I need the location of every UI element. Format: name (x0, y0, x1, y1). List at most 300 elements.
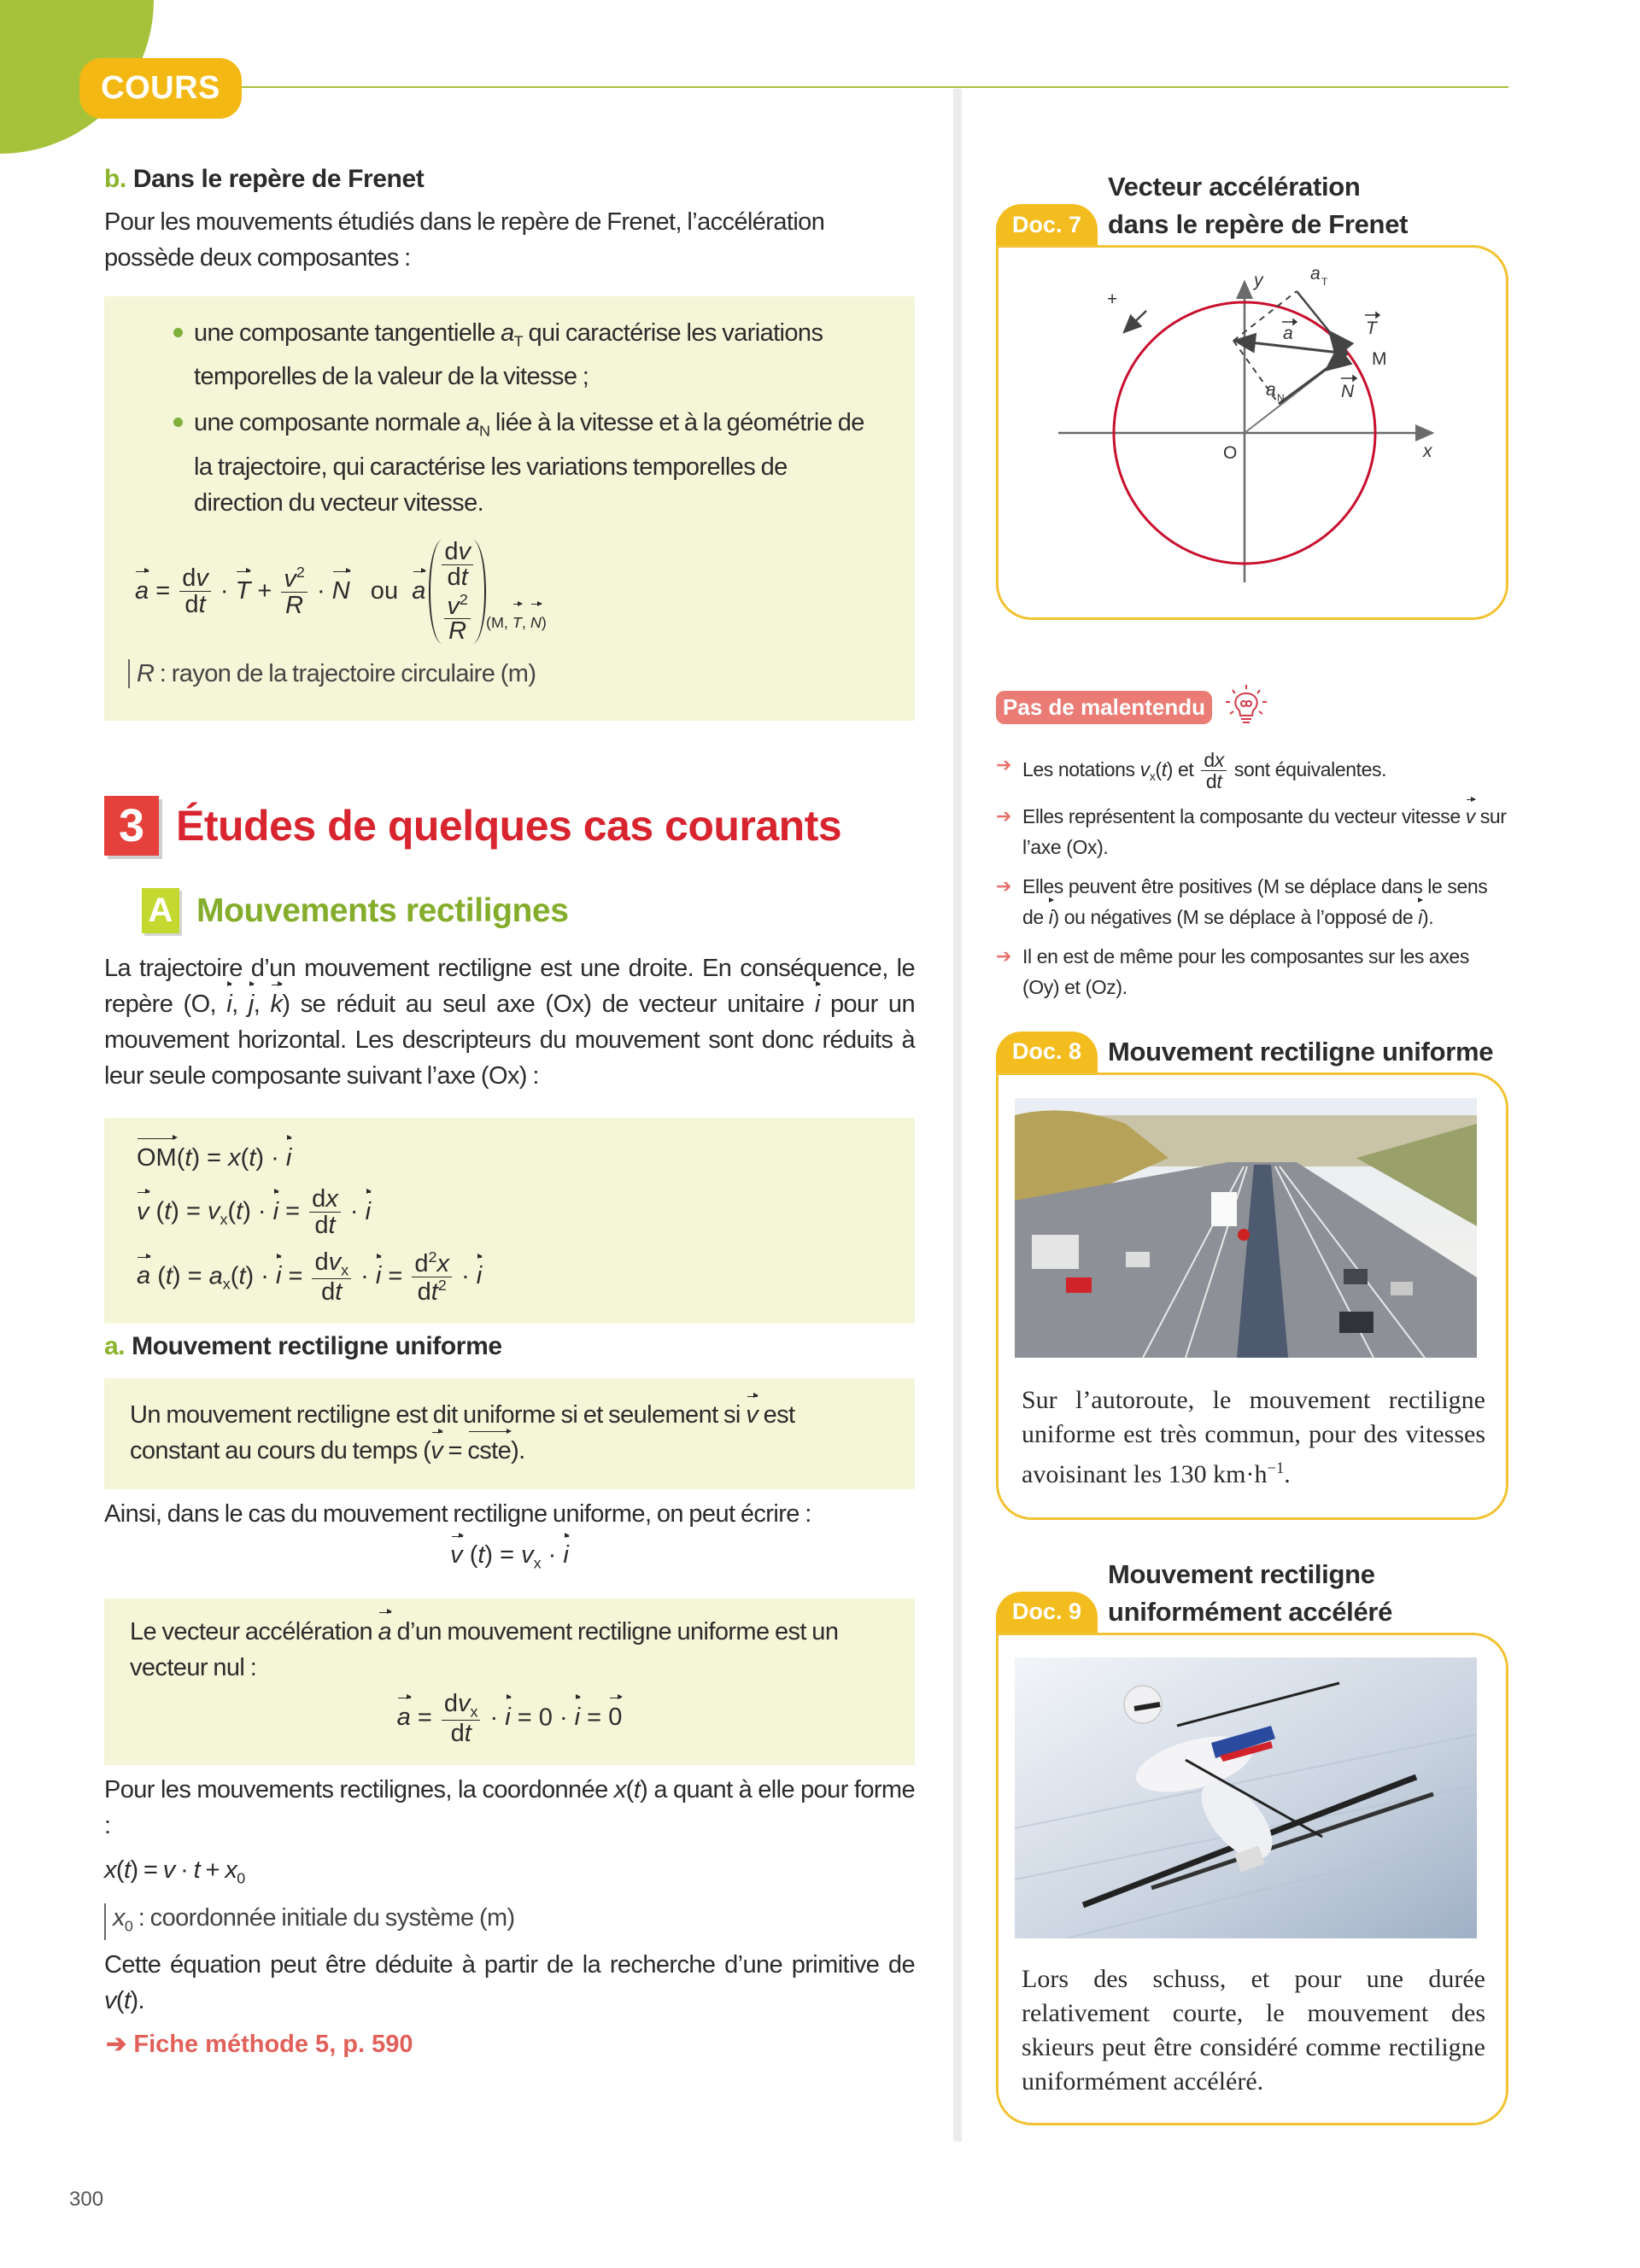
math-vector: OM (137, 1140, 177, 1176)
math-vector: i (276, 1258, 281, 1294)
text-run: · (309, 576, 332, 605)
math-vector: i (1049, 902, 1053, 932)
text-run: x (220, 1210, 228, 1228)
text-run: ( (115, 1986, 124, 2014)
text-run: x (533, 1554, 542, 1572)
math-vector: i (286, 1140, 291, 1176)
text-run: + (250, 576, 279, 605)
bullet-item (173, 405, 881, 520)
text-run: ) et (1166, 757, 1199, 780)
pas-de-malentendu-header (996, 683, 1508, 731)
fraction-denominator (448, 1721, 474, 1746)
subheading-letter: a. (104, 1332, 126, 1361)
text-run: ) = (484, 1541, 522, 1569)
fraction-denominator (1204, 771, 1224, 792)
text-run: = (149, 576, 178, 605)
math-variable: v (521, 1541, 534, 1569)
text-run: = (580, 1704, 609, 1732)
doc7-title (1108, 168, 1408, 245)
y-label: y (1254, 271, 1263, 290)
math-variable: x (613, 1776, 626, 1804)
text-run: ) se réduit au seul axe (Ox) de vecteur unitaire (282, 991, 815, 1018)
text-run: Un mouvement rectiligne est dit uniforme si et seulement si (130, 1401, 747, 1429)
definition-box (104, 1378, 915, 1489)
page-number: 300 (69, 2188, 104, 2211)
doc9-title-line: Mouvement rectiligne (1108, 1558, 1375, 1589)
math-vector: i (376, 1258, 381, 1294)
math-vector: N (332, 573, 350, 609)
text-run: d (184, 591, 199, 619)
fraction-numerator (442, 1691, 481, 1721)
text-run: ). (130, 1986, 144, 2014)
doc9-tab: Doc. 9 (996, 1592, 1098, 1633)
text-run: 2 (428, 1248, 437, 1266)
text-run: = (381, 1262, 410, 1290)
acceleration-box (104, 1599, 915, 1766)
text-run: ) = (130, 1856, 163, 1885)
math-vector: i (575, 1699, 580, 1735)
fraction-denominator (182, 592, 208, 617)
math-variable: t (1216, 770, 1222, 793)
section-number: 3 (104, 796, 159, 856)
math-variable: t (184, 1144, 192, 1172)
text-run: . (1284, 1459, 1291, 1488)
acceleration-text (130, 1614, 889, 1686)
text-run: d (447, 563, 461, 591)
descriptors-box (104, 1118, 915, 1324)
math-vector: j (249, 986, 254, 1022)
doc9-title-line: uniformément accéléré (1108, 1596, 1393, 1627)
method-sheet-link[interactable] (106, 2029, 915, 2059)
math-superscript (429, 1248, 437, 1266)
fraction-numerator (312, 1249, 351, 1279)
text-run: + (200, 1856, 226, 1885)
math-fraction (412, 1249, 452, 1305)
subsection-letter: A (142, 888, 179, 933)
malentendu-text (1022, 945, 1474, 998)
math-variable: x (225, 1856, 237, 1885)
text-run: (M, (485, 613, 512, 631)
text-run: ( (1155, 757, 1162, 780)
column-vector-entry (442, 592, 473, 645)
math-vector: v (430, 1433, 442, 1469)
math-fraction (442, 1691, 481, 1747)
t-vector-label: T (1366, 319, 1377, 338)
doc9-title (1108, 1556, 1392, 1633)
text-run: d (1205, 770, 1217, 793)
text-run: ( (150, 1262, 166, 1290)
math-vector: i (226, 986, 231, 1022)
frenet-box (104, 296, 915, 721)
math-fraction (309, 1186, 341, 1239)
radius-note (128, 659, 536, 688)
text-run: ) a quant à elle pour forme : (104, 1776, 921, 1840)
text-run: ( (462, 1541, 478, 1569)
text-run: · (541, 1541, 564, 1569)
text-run: d (321, 1278, 336, 1306)
at-subscript: T (1321, 276, 1328, 288)
text-run: d (414, 1249, 429, 1277)
math-subscript (125, 1917, 132, 1934)
subsection-title: Mouvements rectilignes (196, 891, 569, 929)
text-run: 2 (459, 590, 468, 608)
math-superscript (460, 591, 468, 608)
math-variable: v (458, 1689, 471, 1717)
a-vector-label: a (1283, 324, 1293, 343)
text-run: ) = (191, 1144, 229, 1172)
normal-vector (1327, 354, 1347, 370)
text-run: = (442, 1437, 468, 1465)
frenet-intro: Pour les mouvements étudiés dans le repère de Frenet, l’accélération possède deux composantes : (104, 208, 825, 272)
math-variable: t (328, 1212, 336, 1240)
text-run: Pour les mouvements rectilignes, la coordonnée (104, 1776, 614, 1804)
text-run: x (222, 1275, 231, 1293)
arrow-right-icon: ➔ (106, 2030, 134, 2058)
math-variable: t (464, 1719, 472, 1747)
column-vector (429, 537, 486, 646)
frenet-diagram (999, 248, 1506, 617)
math-vector: cste (467, 1433, 511, 1469)
vector-arrow-mark (1376, 313, 1379, 318)
math-vector: 0 (608, 1699, 622, 1735)
text-run: , (521, 613, 530, 631)
text-run: ou (349, 576, 413, 605)
text-run: ( (176, 1144, 185, 1172)
malentendu-item (996, 801, 1512, 862)
header-rule (242, 86, 1508, 88)
math-variable: v (284, 564, 296, 593)
math-vector: i (505, 1699, 510, 1735)
vector-arrow-mark (1353, 376, 1356, 381)
primitive-text (104, 1947, 921, 2019)
x-label: x (1423, 441, 1432, 461)
math-subscript (237, 1870, 244, 1887)
math-vector: i (1418, 902, 1422, 932)
text-run: ) = (172, 1262, 209, 1290)
fraction-numerator (412, 1249, 452, 1277)
text-run: 2 (437, 1277, 447, 1295)
math-variable: v (328, 1248, 342, 1276)
math-variable: v (1139, 757, 1150, 780)
velocity-formula (104, 1537, 915, 1581)
an-label: a (1266, 380, 1276, 400)
text-run: d (314, 1248, 329, 1276)
math-subscript (341, 1261, 348, 1278)
text-run: = (281, 1262, 310, 1290)
coordinate-note-row (104, 1903, 915, 1940)
coordinate-text (104, 1772, 921, 1844)
text-run: Le vecteur accélération (130, 1617, 378, 1645)
malentendu-text (1022, 805, 1512, 858)
math-variable: v (162, 1856, 175, 1885)
math-variable: t (123, 1986, 131, 2014)
text-run: Elles représentent la composante du vecteur vitesse (1022, 804, 1466, 827)
subheading-frenet (104, 165, 915, 194)
rectilinear-intro (104, 950, 921, 1094)
text-run: Cette équation peut être déduite à partir de la recherche d’une primitive de (104, 1950, 921, 1979)
math-vector: a (135, 573, 149, 609)
n-vector-label: N (1341, 382, 1355, 401)
fraction-numerator (309, 1186, 341, 1213)
math-fraction (1201, 750, 1227, 792)
text-run: Il en est de même pour les composantes sur les axes (Oy) et (Oz). (1022, 944, 1474, 998)
text-run: ) = (171, 1197, 208, 1225)
text-run: ) · (255, 1144, 286, 1172)
math-variable: t (193, 1856, 201, 1885)
math-vector: T (236, 573, 251, 609)
text-run: d (1204, 749, 1215, 771)
fraction-denominator (319, 1279, 344, 1305)
math-vector: v (746, 1397, 758, 1433)
text-run: Sur l’autoroute, le mouvement rectiligne uniforme est très commun, pour des vitesses avoisinant les 130 km·h (1022, 1385, 1492, 1488)
text-run: d’un mouvement rectiligne uniforme est un vecteur nul : (130, 1617, 844, 1681)
malentendu-text (1022, 749, 1387, 793)
vector-arrow-mark (1293, 319, 1297, 324)
math-variable: v (104, 1986, 116, 2014)
math-variable: v (458, 537, 471, 565)
coordinate-formula (104, 1852, 915, 1896)
text-run: sur l’axe (Ox). (1022, 804, 1512, 858)
fraction-denominator (415, 1277, 449, 1305)
math-variable: R (448, 617, 467, 646)
doc7-header (996, 168, 1508, 245)
text-run: 2 (296, 564, 305, 582)
fraction-denominator (445, 565, 471, 590)
math-fraction (179, 565, 211, 618)
text-run: −1 (1267, 1458, 1285, 1477)
doc8-title: Mouvement rectiligne uniforme (1108, 1036, 1494, 1067)
text-run: ( (230, 1262, 239, 1290)
column-divider (953, 89, 962, 2142)
text-run: ( (240, 1144, 249, 1172)
bullet-item (173, 315, 881, 395)
fraction-numerator (442, 537, 473, 565)
text-run: = (278, 1197, 308, 1225)
point-m-label: M (1372, 349, 1387, 369)
text-run: ( (115, 1856, 124, 1885)
math-variable: R (285, 592, 304, 620)
math-vector: k (271, 986, 283, 1022)
text-run: T (513, 332, 524, 350)
text-run: = 0 · (510, 1704, 575, 1732)
section-3-heading (104, 796, 915, 856)
text-run: x (341, 1261, 349, 1279)
fraction-denominator (312, 1213, 337, 1238)
text-run: Elles peuvent être positives (M se déplace dans le sens de (1022, 874, 1493, 928)
math-variable: x (1214, 749, 1224, 771)
text-run: ( (625, 1776, 634, 1804)
doc7-tab: Doc. 7 (996, 204, 1098, 245)
text-run: une composante normale (194, 409, 466, 437)
text-run: d (314, 1212, 329, 1240)
column-vector-entry (439, 537, 476, 591)
text-run: = (410, 1704, 439, 1732)
an-subscript: N (1277, 392, 1285, 404)
malentendu-item (996, 871, 1508, 932)
section-title: Études de quelques cas courants (176, 802, 842, 850)
fraction-numerator (179, 565, 211, 592)
doc7-title-line: dans le repère de Frenet (1108, 209, 1409, 239)
text-run: · (483, 1704, 506, 1732)
text-run: ). (1421, 905, 1434, 928)
math-vector: i (366, 1194, 371, 1230)
text-run: · (213, 576, 236, 605)
math-vector: a (378, 1614, 392, 1650)
math-variable: t (198, 591, 206, 619)
doc8-header (996, 1032, 1508, 1073)
method-link-label: Fiche méthode 5, p. 590 (133, 2030, 413, 2058)
text-run: ) (541, 613, 547, 631)
fraction-numerator (1201, 750, 1227, 771)
formula-position (137, 1140, 882, 1176)
malentendu-list (996, 749, 1512, 1002)
math-vector: T (512, 605, 522, 640)
math-variable: t (238, 1262, 246, 1290)
text-run: 0 (124, 1916, 133, 1934)
text-run: x (470, 1703, 478, 1721)
acceleration-formula (130, 1691, 889, 1747)
text-run: · (454, 1262, 477, 1290)
math-variable: v (208, 1197, 220, 1225)
text-run: : rayon de la trajectoire circulaire (m) (154, 660, 536, 688)
arrow-right-icon: ➔ (996, 754, 1012, 775)
math-variable: x (436, 1249, 450, 1277)
math-vector: v (1466, 801, 1475, 832)
text-run: ). (511, 1437, 525, 1465)
math-variable: a (466, 409, 480, 437)
ainsi-text: Ainsi, dans le cas du mouvement rectiligne uniforme, on peut écrire : (104, 1500, 811, 1529)
doc9-caption: Lors des schuss, et pour une durée relativement courte, le mouvement des skieurs peut être considéré comme rectiligne uniformément accéléré. (1022, 1964, 1485, 2096)
text-run: une composante tangentielle (194, 319, 501, 347)
doc7-title-line: Vecteur accélération (1108, 172, 1361, 202)
text-run: d (444, 537, 459, 565)
doc9-box (996, 1633, 1508, 2125)
text-run: d (443, 1689, 458, 1717)
math-vector: i (477, 1258, 482, 1294)
malentendu-item (996, 750, 1508, 792)
math-subscript (514, 332, 523, 349)
tangent-vector (1330, 332, 1347, 354)
math-variable: t (335, 1278, 343, 1306)
math-variable: a (501, 319, 514, 347)
math-variable: v (196, 564, 208, 593)
fraction-numerator (281, 564, 308, 593)
text-run: sont équivalentes. (1228, 757, 1387, 780)
math-variable: t (249, 1144, 256, 1172)
direction-arrow (1124, 311, 1146, 332)
math-variable: t (164, 1197, 172, 1225)
malentendu-item (996, 941, 1508, 1002)
math-vector: v (450, 1537, 463, 1573)
formula-velocity (137, 1186, 882, 1239)
math-variable: t (123, 1856, 131, 1885)
math-fraction (312, 1249, 351, 1306)
malentendu-text (1022, 875, 1492, 928)
math-variable: x (104, 1856, 116, 1885)
at-label: a (1310, 264, 1321, 284)
math-vector: a (412, 573, 425, 609)
math-vector: a (397, 1699, 411, 1735)
text-run: La trajectoire d’un mouvement rectiligne est une droite. En conséquence, le repère (O, (104, 955, 921, 1018)
text-run: x (1149, 769, 1156, 784)
text-run: 0 (237, 1869, 245, 1887)
fraction-denominator (446, 619, 469, 644)
subsection-a-heading (142, 888, 915, 933)
math-vector: i (815, 986, 820, 1022)
math-variable: v (447, 592, 460, 620)
math-variable: x (325, 1185, 338, 1213)
text-run: N (479, 422, 490, 440)
text-run: liée à la vitesse et à la géométrie de la trajectoire, qui caractérise les variations temporelles de direction du vecteur vitesse. (194, 409, 870, 517)
text-run: · (343, 1197, 366, 1225)
math-variable: R (137, 660, 155, 688)
subheading-title: Dans le repère de Frenet (132, 165, 425, 193)
math-fraction (281, 564, 308, 619)
math-variable: t (477, 1541, 485, 1569)
math-subscript (471, 1703, 478, 1720)
text-run: , (253, 991, 271, 1018)
math-vector: i (563, 1537, 568, 1573)
math-subscript (223, 1276, 231, 1293)
basis-subscript (486, 614, 547, 631)
text-run: d (417, 1277, 431, 1306)
math-fraction (442, 537, 473, 591)
doc9-header (996, 1556, 1508, 1633)
text-run: pour un mouvement horizontal. Les descripteurs du mouvement sont donc réduits à leur seule composante suivant l’axe (Ox) : (104, 991, 921, 1090)
text-run: , (231, 991, 249, 1018)
math-variable: x (113, 1903, 125, 1932)
math-vector: a (137, 1258, 150, 1294)
skier-photo (1015, 1657, 1477, 1938)
radius-note-row (128, 659, 881, 688)
pas-de-malentendu-badge: Pas de malentendu (996, 691, 1212, 724)
highway-photo (1015, 1098, 1477, 1358)
math-vector: v (137, 1194, 149, 1230)
uniform-definition (130, 1397, 889, 1469)
doc7-box (996, 245, 1508, 620)
coordinate-note (104, 1903, 515, 1940)
text-run: ) · (243, 1197, 273, 1225)
math-variable: t (1161, 757, 1167, 780)
text-run: · (174, 1856, 194, 1885)
doc8-tab: Doc. 8 (996, 1032, 1098, 1073)
math-variable: t (633, 1776, 641, 1804)
lightbulb-icon (1222, 683, 1270, 731)
math-fraction (444, 592, 471, 645)
text-run: d (312, 1185, 326, 1213)
right-column (996, 168, 1512, 2125)
text-run: d (182, 564, 196, 593)
origin-label: O (1223, 443, 1238, 463)
arrow-right-icon: ➔ (996, 944, 1012, 967)
math-variable: t (460, 563, 468, 591)
text-run: ) · (245, 1262, 276, 1290)
text-run: Les notations (1022, 757, 1140, 780)
text-run: d (450, 1719, 465, 1747)
frenet-bullets (173, 315, 881, 521)
math-subscript (479, 423, 489, 440)
formula-acceleration (137, 1249, 882, 1306)
math-subscript (534, 1555, 542, 1572)
subheading-title: Mouvement rectiligne uniforme (132, 1332, 502, 1361)
subheading-letter: b. (104, 165, 126, 193)
doc8-box (996, 1073, 1508, 1520)
left-column (104, 165, 921, 2059)
fraction-numerator (444, 592, 471, 620)
math-variable: t (236, 1197, 243, 1225)
plus-sign: + (1107, 289, 1118, 309)
math-variable: a (208, 1262, 223, 1290)
